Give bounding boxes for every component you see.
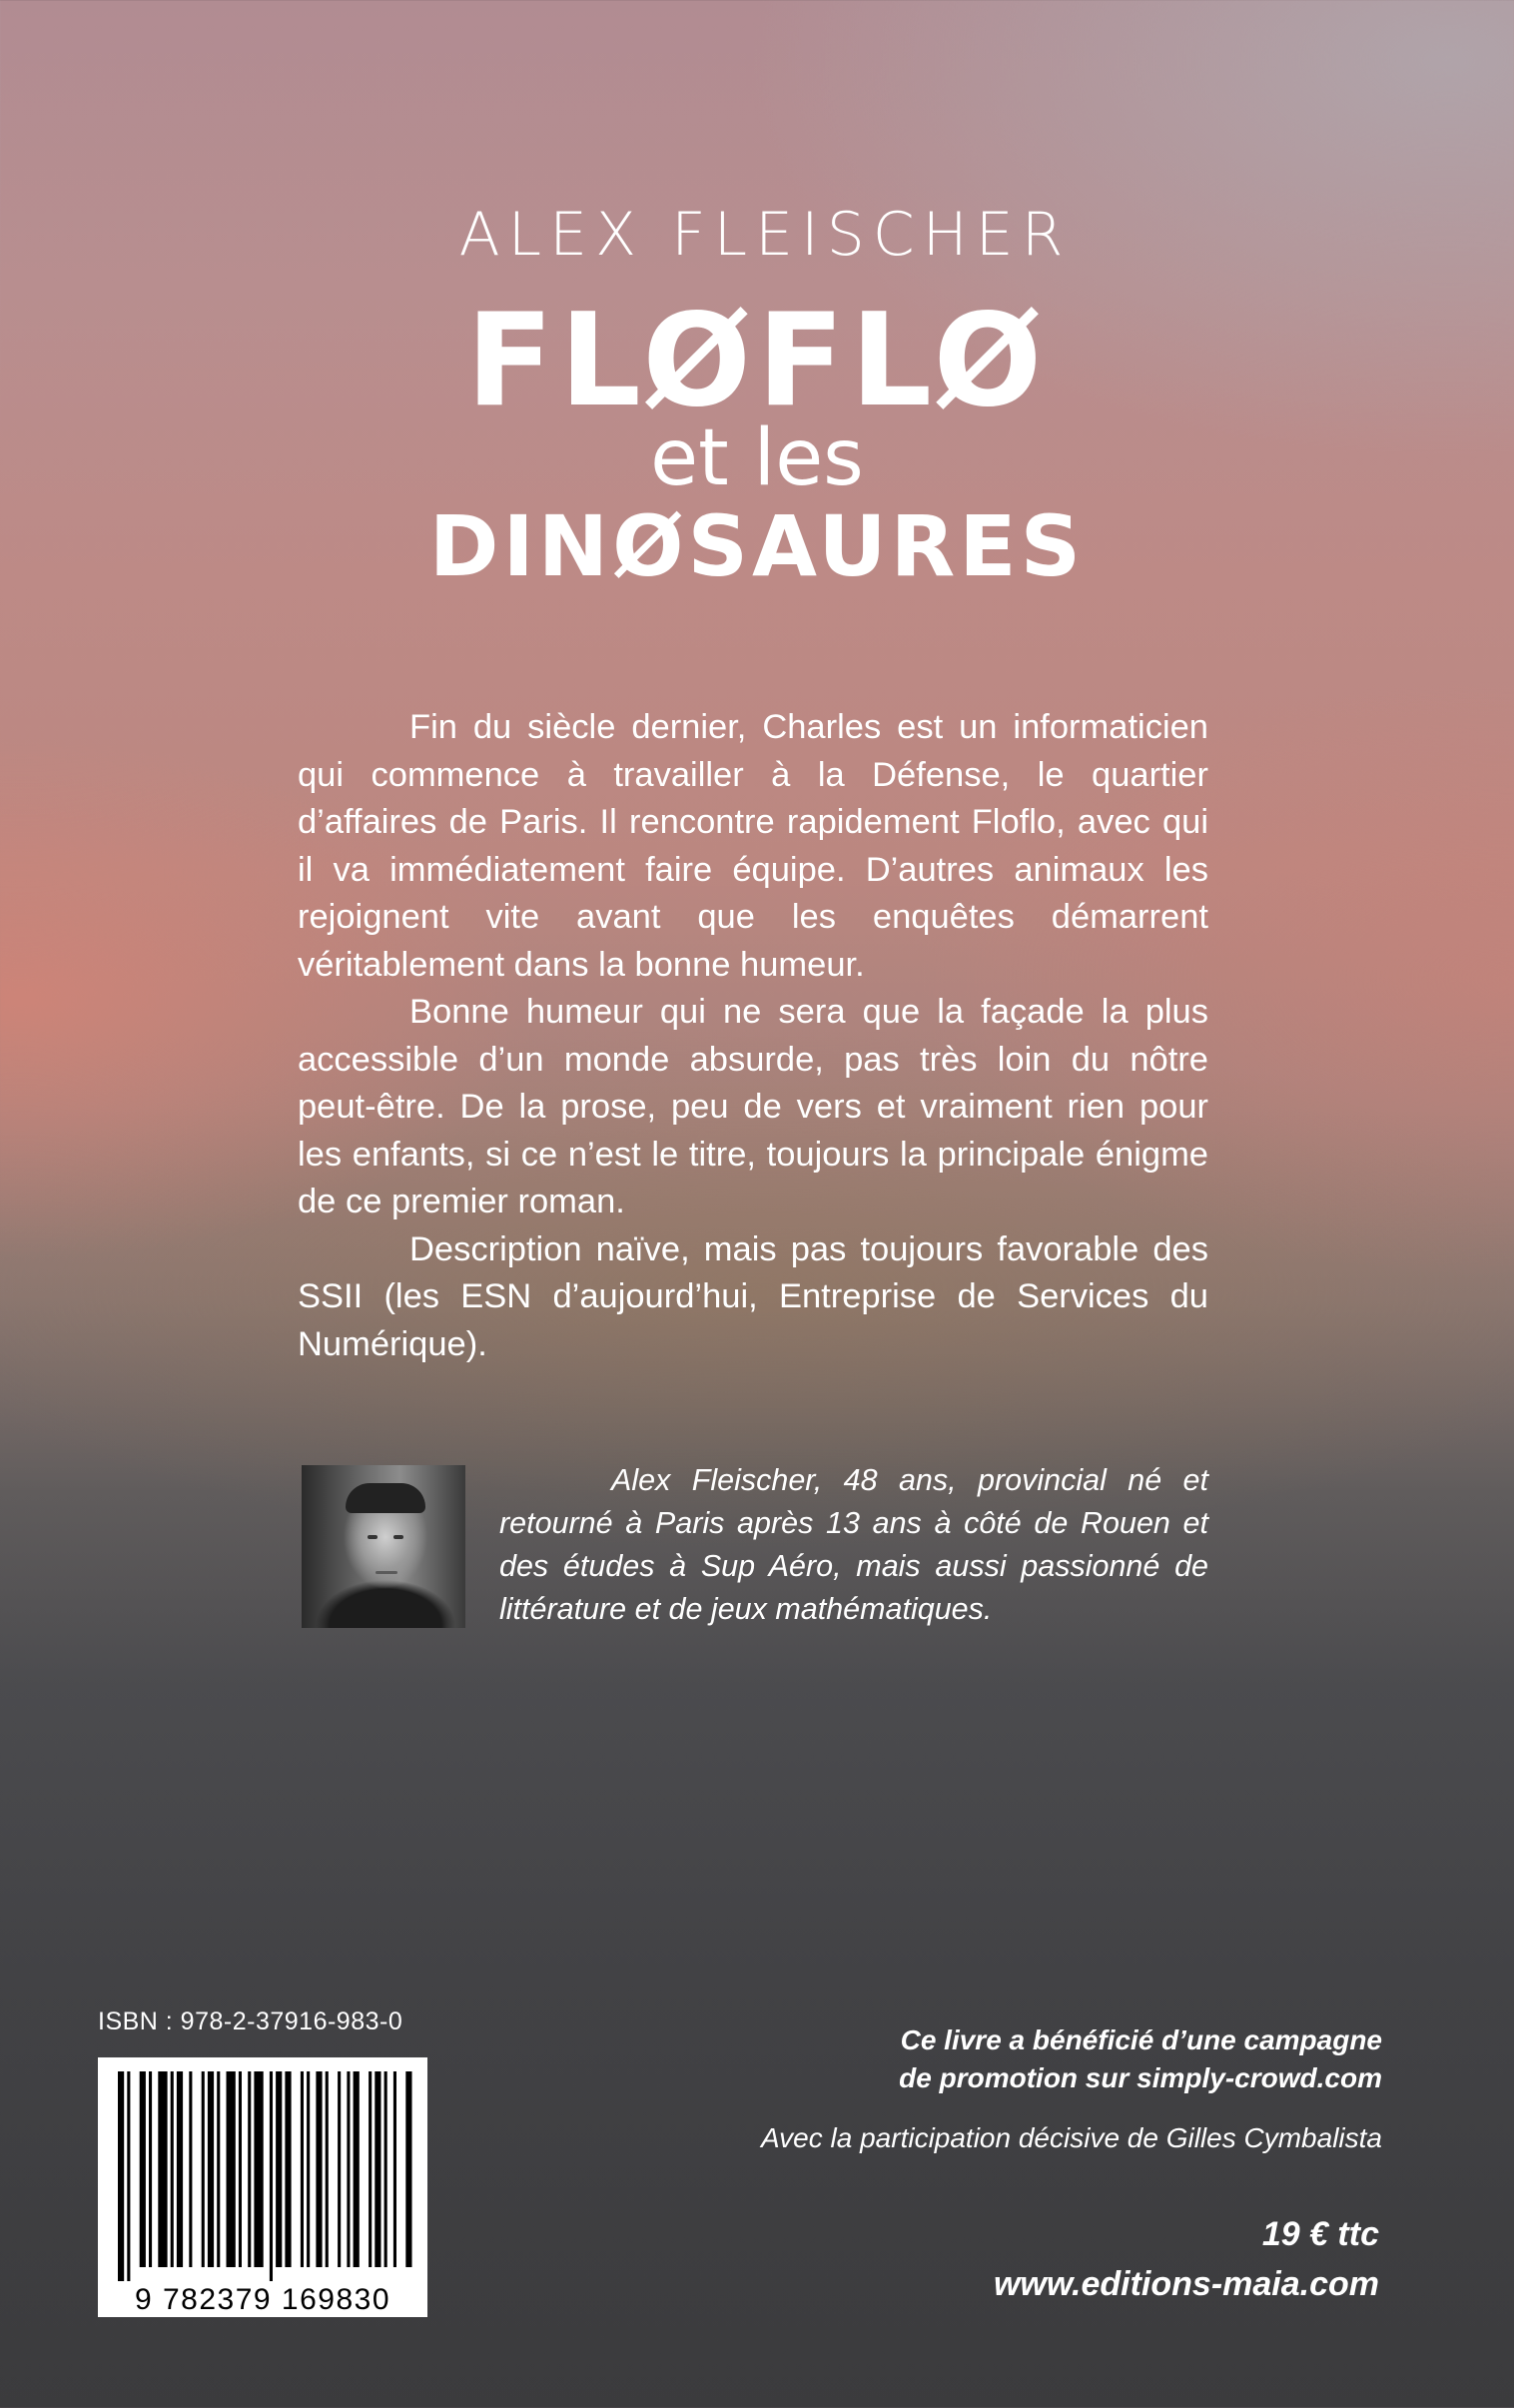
- publisher-website[interactable]: www.editions-maia.com: [993, 2265, 1379, 2303]
- summary-paragraph-2: Bonne humeur qui ne sera que la façade la plus accessible d’un monde absurde, pas très loin du nôtre peut-être. De la prose, peu de vers et vraiment rien pour les enfants, si ce n’est le titre, toujours la principale énigme de ce premier roman.: [298, 993, 1208, 1220]
- barcode-bar: [140, 2071, 146, 2267]
- barcode-bar: [239, 2071, 242, 2267]
- participation-credit: Avec la participation décisive de Gilles Cymbalista: [761, 2122, 1382, 2153]
- author-bio-text: Alex Fleischer, 48 ans, provincial né et retourné à Paris après 13 ans à côté de Rouen et des études à Sup Aéro, mais aussi passionné de littérature et de jeux mathématiques.: [499, 1463, 1208, 1626]
- barcode-bar: [202, 2071, 205, 2267]
- book-title-end: DINØSAURES: [428, 497, 1086, 595]
- barcode-bar: [347, 2071, 350, 2267]
- barcode-digits: 9 782379 169830: [134, 2283, 391, 2316]
- barcode-bar: [393, 2071, 396, 2267]
- author-bio: [499, 1459, 1208, 1631]
- barcode-bar: [217, 2071, 220, 2267]
- promo-text: [899, 2021, 1382, 2097]
- barcode-bar: [118, 2071, 124, 2281]
- barcode-bar: [276, 2071, 282, 2267]
- price: 19 € ttc: [1261, 2215, 1379, 2253]
- barcode-bar: [189, 2071, 192, 2267]
- barcode-bar: [369, 2071, 372, 2267]
- barcode-bar: [375, 2071, 380, 2267]
- barcode-bar: [177, 2071, 183, 2267]
- barcode-bar: [285, 2071, 291, 2267]
- barcode-bar: [158, 2071, 167, 2267]
- barcode-graphic: [98, 2057, 427, 2317]
- barcode: [98, 2057, 427, 2317]
- barcode-bar: [208, 2071, 214, 2267]
- barcode-bar: [149, 2071, 152, 2267]
- barcode-bar: [384, 2071, 387, 2267]
- barcode-bar: [270, 2071, 273, 2281]
- author-photo: [302, 1465, 465, 1628]
- summary-paragraph-1: Fin du siècle dernier, Charles est un informaticien qui commence à travailler à la Défense, le quartier d’affaires de Paris. Il rencontre rapidement Floflo, avec qui il va immédiatement faire équipe. D’autres animaux les rejoignent vite avant que les enquêtes démarrent véritablement dans la bonne humeur.: [298, 708, 1208, 984]
- summary-paragraph-3: Description naïve, mais pas toujours favorable des SSII (les ESN d’aujourd’hui, Entreprise de Services du Numérique).: [298, 1229, 1208, 1363]
- barcode-bar: [248, 2071, 251, 2267]
- book-title-connector: et les: [650, 413, 864, 503]
- barcode-bar: [227, 2071, 236, 2267]
- book-title-main: FLØFLØ: [465, 287, 1049, 435]
- barcode-bar: [254, 2071, 263, 2267]
- barcode-bar: [326, 2071, 329, 2267]
- barcode-bar: [316, 2071, 322, 2267]
- promo-line-1: Ce livre a bénéficié d’une campagne: [900, 2024, 1382, 2055]
- author-name: ALEX FLEISCHER: [458, 200, 1072, 270]
- isbn-label: ISBN : 978-2-37916-983-0: [98, 2007, 403, 2035]
- book-summary: [298, 704, 1208, 1368]
- barcode-bar: [354, 2071, 360, 2267]
- barcode-bar: [301, 2071, 304, 2267]
- barcode-bar: [338, 2071, 341, 2267]
- promo-line-2: de promotion sur simply-crowd.com: [899, 2062, 1382, 2093]
- barcode-bar: [127, 2071, 130, 2281]
- barcode-bar: [405, 2071, 411, 2267]
- barcode-bar: [307, 2071, 310, 2267]
- barcode-bar: [171, 2071, 174, 2267]
